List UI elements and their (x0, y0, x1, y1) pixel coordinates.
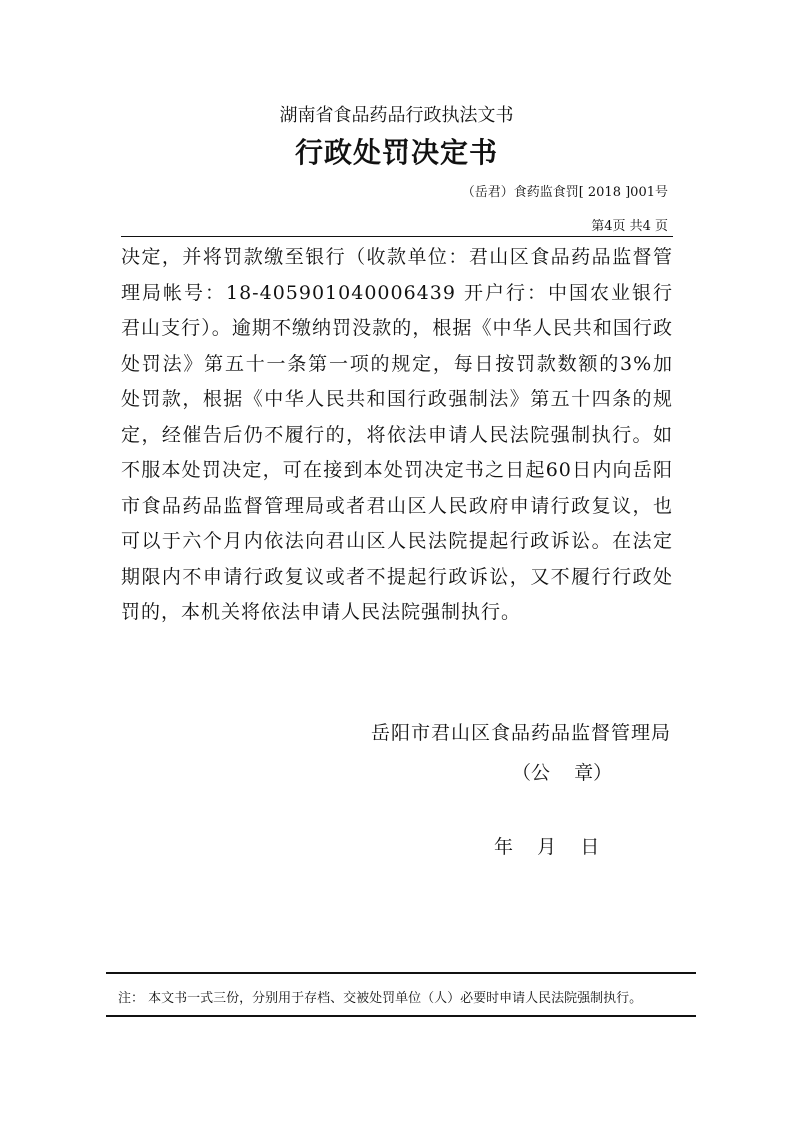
footer-top-divider (106, 972, 696, 974)
page-indicator: 第4页 共4 页 (591, 219, 668, 234)
agency-document-heading: 湖南省食品药品行政执法文书 (279, 105, 514, 126)
issue-date-placeholder: 年 月 日 (494, 836, 600, 858)
decision-body-text: 决定，并将罚款缴至银行（收款单位：君山区食品药品监督管理局帐号：18-405901040006439 开户行：中国农业银行君山支行）。逾期不缴纳罚没款的，根据《中华人民共和国行政处罚法》第五十一条第一项的规定，每日按罚款数额的3%加处罚款，根据《中华人民共和国行政强制法》第五十四条的规定，经催告后仍不履行的，将依法申请人民法院强制执行。如不服本处罚决定，可在接到本处罚决定书之日起60日内向岳阳市食品药品监督管理局或者君山区人民政府申请行政复议，也可以于六个月内依法向君山区人民法院提起行政诉讼。在法定期限内不申请行政复议或者不提起行政诉讼，又不履行行政处罚的，本机关将依法申请人民法院强制执行。 (121, 246, 673, 623)
footer-note: 注： 本文书一式三份，分别用于存档、交被处罚单位（人）必要时申请人民法院强制执行。 (118, 991, 643, 1006)
footer-bottom-divider (106, 1015, 696, 1017)
official-seal-placeholder: （公 章） (512, 762, 613, 784)
header-divider (121, 236, 673, 237)
document-title: 行政处罚决定书 (294, 136, 498, 169)
issuing-authority: 岳阳市君山区食品药品监督管理局 (370, 722, 671, 744)
document-number: （岳君）食药监食罚[ 2018 ]001号 (461, 185, 668, 200)
